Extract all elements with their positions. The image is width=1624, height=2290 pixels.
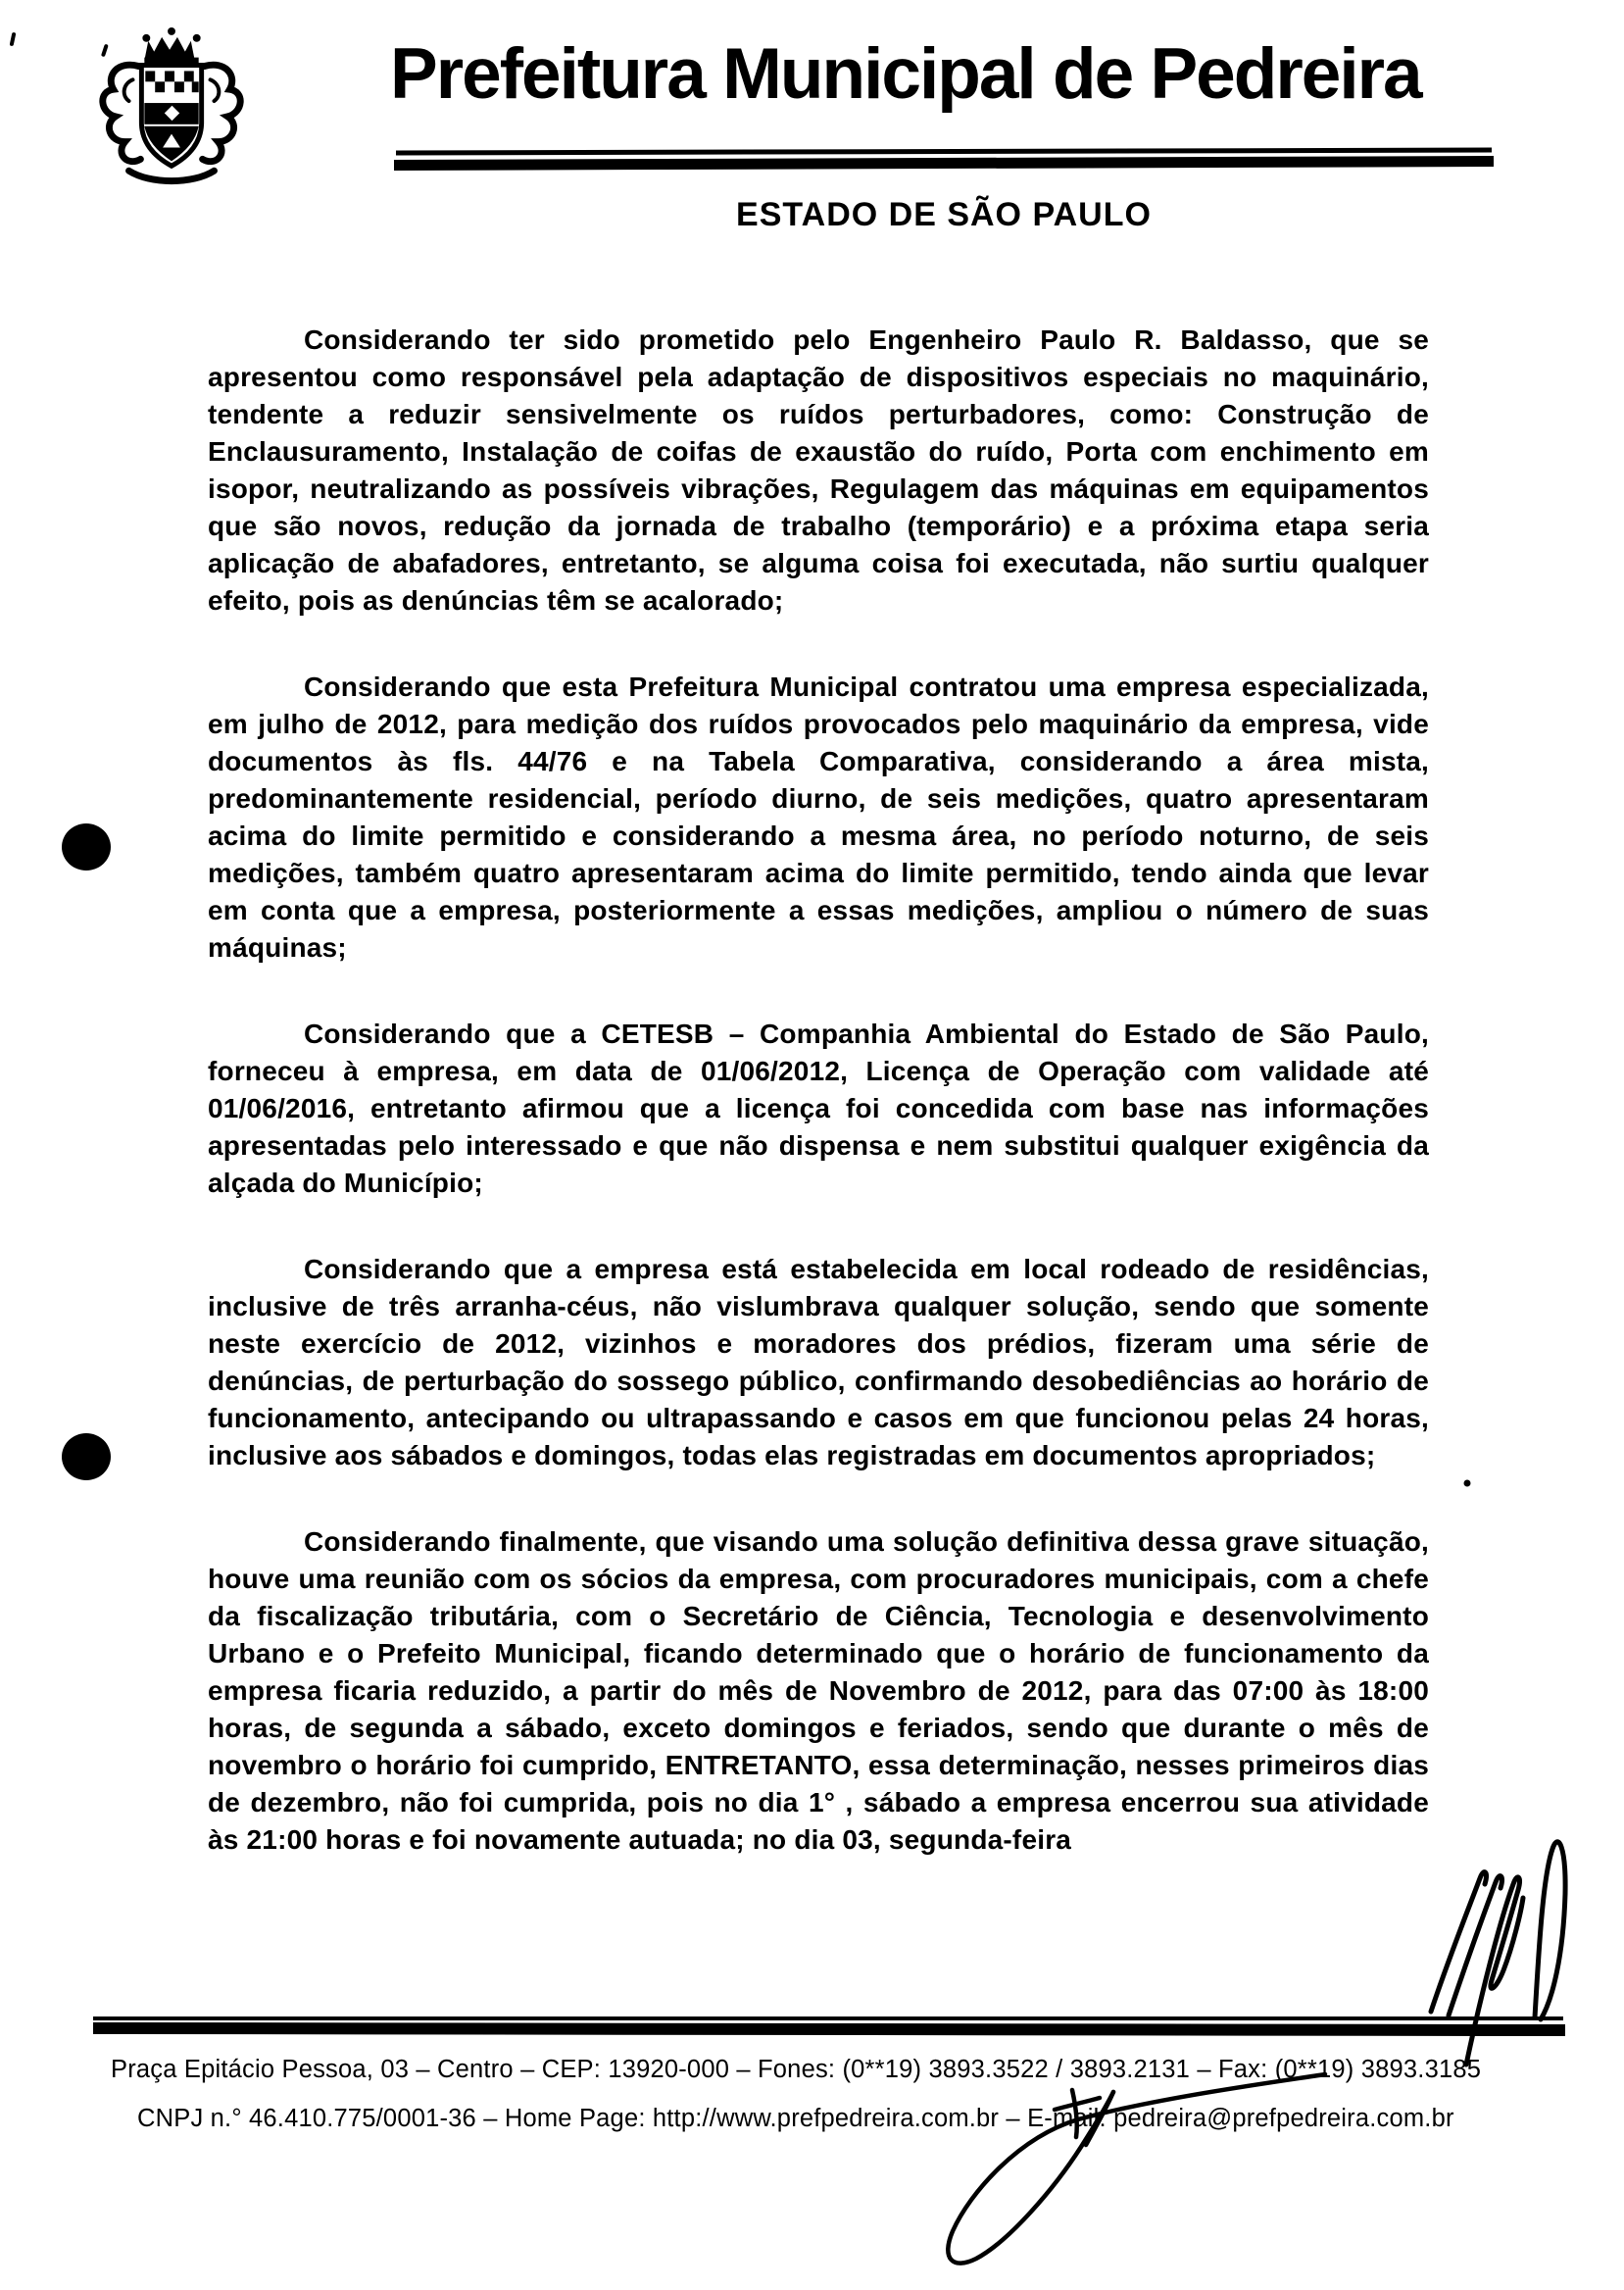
document-body [208,322,1429,1908]
paragraph-considerando-3: Considerando que a CETESB – Companhia Ambiental do Estado de São Paulo, forneceu à empresa, em data de 01/06/2012, Licença de Operação com validade até 01/06/2016, entretanto afirmou que a licença foi concedida com base nas informações apresentadas pelo interessado e que não dispensa e nem substitui qualquer exigência da alçada do Município; [208,1019,1429,1198]
footer-cnpj-line: CNPJ n.° 46.410.775/0001-36 – Home Page: http://www.prefpedreira.com.br – E-mail: pedreira@prefpedreira.com.br [137,2105,1454,2132]
footer-rule-thick [93,2022,1565,2036]
footer-address-line: Praça Epitácio Pessoa, 03 – Centro – CEP: 13920-000 – Fones: (0**19) 3893.3522 / 3893.2131 – Fax: (0**19) 3893.3185 [111,2056,1482,2083]
hole-punch-mark-bottom [62,1433,111,1480]
coat-of-arms-icon [90,25,255,190]
header-subtitle: ESTADO DE SÃO PAULO [736,196,1152,233]
footer-rule-thin [93,2016,1563,2020]
signature-icon [948,2074,1325,2264]
paragraph-considerando-1: Considerando ter sido prometido pelo Engenheiro Paulo R. Baldasso, que se apresentou como responsável pela adaptação de dispositivos especiais no maquinário, tendente a reduzir sensivelmente os ruídos perturbadores, como: Construção de Enclausuramento, Instalação de coifas de exaustão do ruído, Porta com enchimento em isopor, neutralizando as possíveis vibrações, Regulagem das máquinas em equipamentos que são novos, redução da jornada de trabalho (temporário) e a próxima etapa seria aplicação de abafadores, entretanto, se alguma coisa foi executada, não surtiu qualquer efeito, pois as denúncias têm se acalorado; [208,324,1429,616]
paragraph-considerando-2: Considerando que esta Prefeitura Municipal contratou uma empresa especializada, em julho de 2012, para medição dos ruídos provocados pelo maquinário da empresa, vide documentos às fls. 44/76 e na Tabela Comparativa, considerando a área mista, predominantemente residencial, período diurno, de seis medições, quatro apresentaram acima do limite permitido e considerando a mesma área, no período noturno, de seis medições, também quatro apresentaram acima do limite permitido, tendo ainda que levar em conta que a empresa, posteriormente a essas medições, ampliou o número de suas máquinas; [208,672,1429,963]
paragraph-considerando-4: Considerando que a empresa está estabelecida em local rodeado de residências, inclusive de três arranha-céus, não vislumbrava qualquer solução, sendo que somente neste exercício de 2012, vizinhos e moradores dos prédios, fizeram uma série de denúncias, de perturbação do sossego público, confirmando desobediências ao horário de funcionamento, antecipando ou ultrapassando e casos em que funcionou pelas 24 horas, inclusive aos sábados e domingos, todas elas registradas em documentos apropriados; [208,1254,1429,1470]
page-title: Prefeitura Municipal de Pedreira [390,34,1421,114]
hole-punch-mark-top [62,823,111,871]
header-rule-thin [396,148,1492,156]
header-rule-thick [394,156,1494,171]
paragraph-considerando-5: Considerando finalmente, que visando uma solução definitiva dessa grave situação, houve uma reunião com os sócios da empresa, com procuradores municipais, com a chefe da fiscalização tributária, com o Secretário de Ciência, Tecnologia e desenvolvimento Urbano e o Prefeito Municipal, ficando determinado que o horário de funcionamento da empresa ficaria reduzido, a partir do mês de Novembro de 2012, para das 07:00 às 18:00 horas, de segunda a sábado, exceto domingos e feriados, sendo que durante o mês de novembro o horário foi cumprido, ENTRETANTO, essa determinação, nesses primeiros dias de dezembro, não foi cumprida, pois no dia 1° , sábado a empresa encerrou sua atividade às 21:00 horas e foi novamente autuada; no dia 03, segunda-feira [208,1526,1429,1855]
